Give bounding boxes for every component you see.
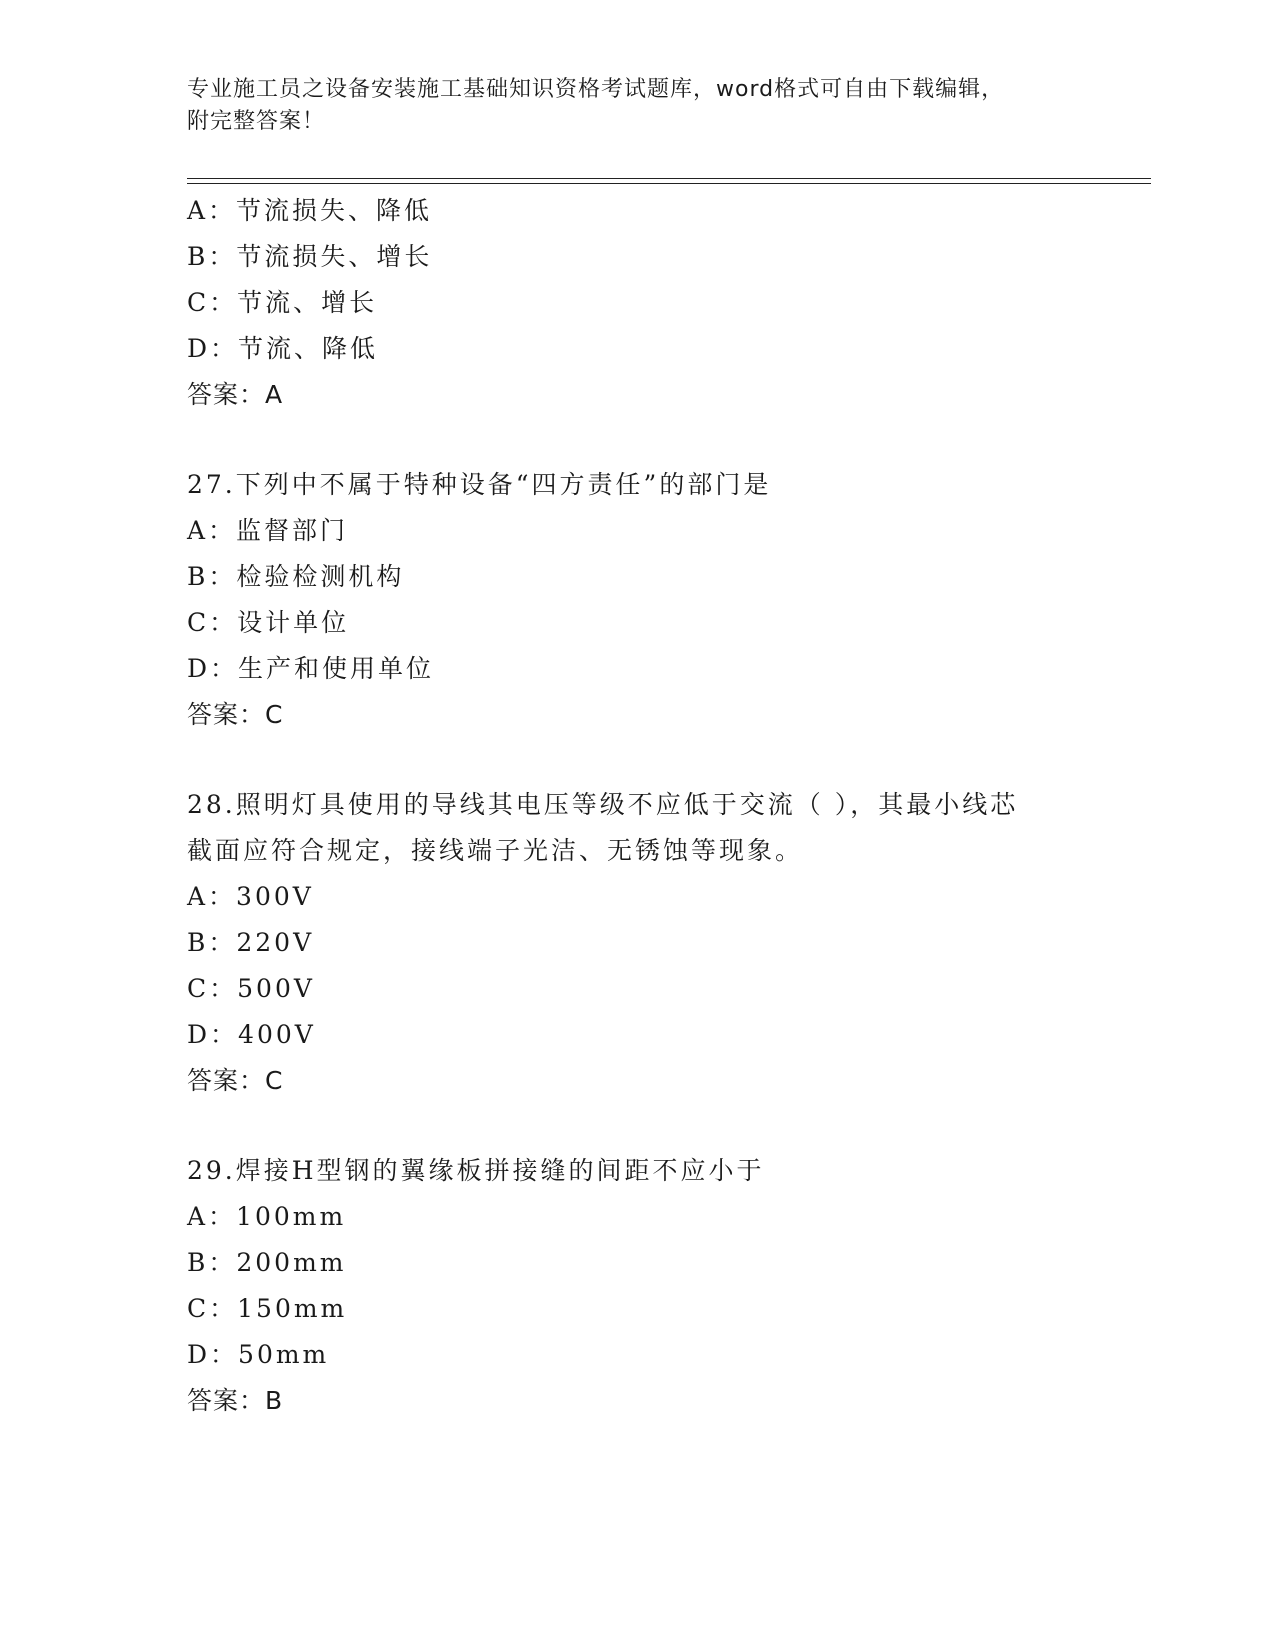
option-d: D：400V — [187, 1020, 316, 1049]
question-block — [187, 462, 1151, 738]
option-c: C：500V — [187, 974, 315, 1003]
header-divider — [187, 178, 1151, 184]
answer-line: 答案：B — [187, 1386, 284, 1415]
question-text: 28.照明灯具使用的导线其电压等级不应低于交流（ ），其最小线芯 — [187, 790, 1019, 819]
header-line-2: 附完整答案！ — [187, 109, 326, 134]
option-c: C：节流、增长 — [187, 288, 378, 317]
document-header — [187, 74, 1087, 138]
question-text: 29.焊接H型钢的翼缘板拼接缝的间距不应小于 — [187, 1156, 765, 1185]
question-text-continued: 截面应符合规定，接线端子光洁、无锈蚀等现象。 — [187, 836, 804, 865]
option-b: B：节流损失、增长 — [187, 242, 433, 271]
header-line-1: 专业施工员之设备安装施工基础知识资格考试题库，word格式可自由下载编辑， — [187, 77, 1005, 102]
option-a: A：节流损失、降低 — [187, 196, 433, 225]
option-a: A：监督部门 — [187, 516, 349, 545]
question-block — [187, 188, 1151, 418]
answer-line: 答案：C — [187, 1066, 284, 1095]
option-c: C：设计单位 — [187, 608, 350, 637]
question-list — [187, 188, 1151, 1424]
answer-line: 答案：C — [187, 700, 284, 729]
option-b: B：200mm — [187, 1248, 347, 1277]
question-block — [187, 782, 1151, 1104]
question-text: 27.下列中不属于特种设备“四方责任”的部门是 — [187, 470, 772, 499]
option-a: A：300V — [187, 882, 314, 911]
option-a: A：100mm — [187, 1202, 347, 1231]
answer-line: 答案：A — [187, 380, 284, 409]
option-d: D：生产和使用单位 — [187, 654, 435, 683]
option-b: B：检验检测机构 — [187, 562, 405, 591]
option-c: C：150mm — [187, 1294, 348, 1323]
option-d: D：50mm — [187, 1340, 330, 1369]
option-d: D：节流、降低 — [187, 334, 379, 363]
option-b: B：220V — [187, 928, 315, 957]
question-block — [187, 1148, 1151, 1424]
